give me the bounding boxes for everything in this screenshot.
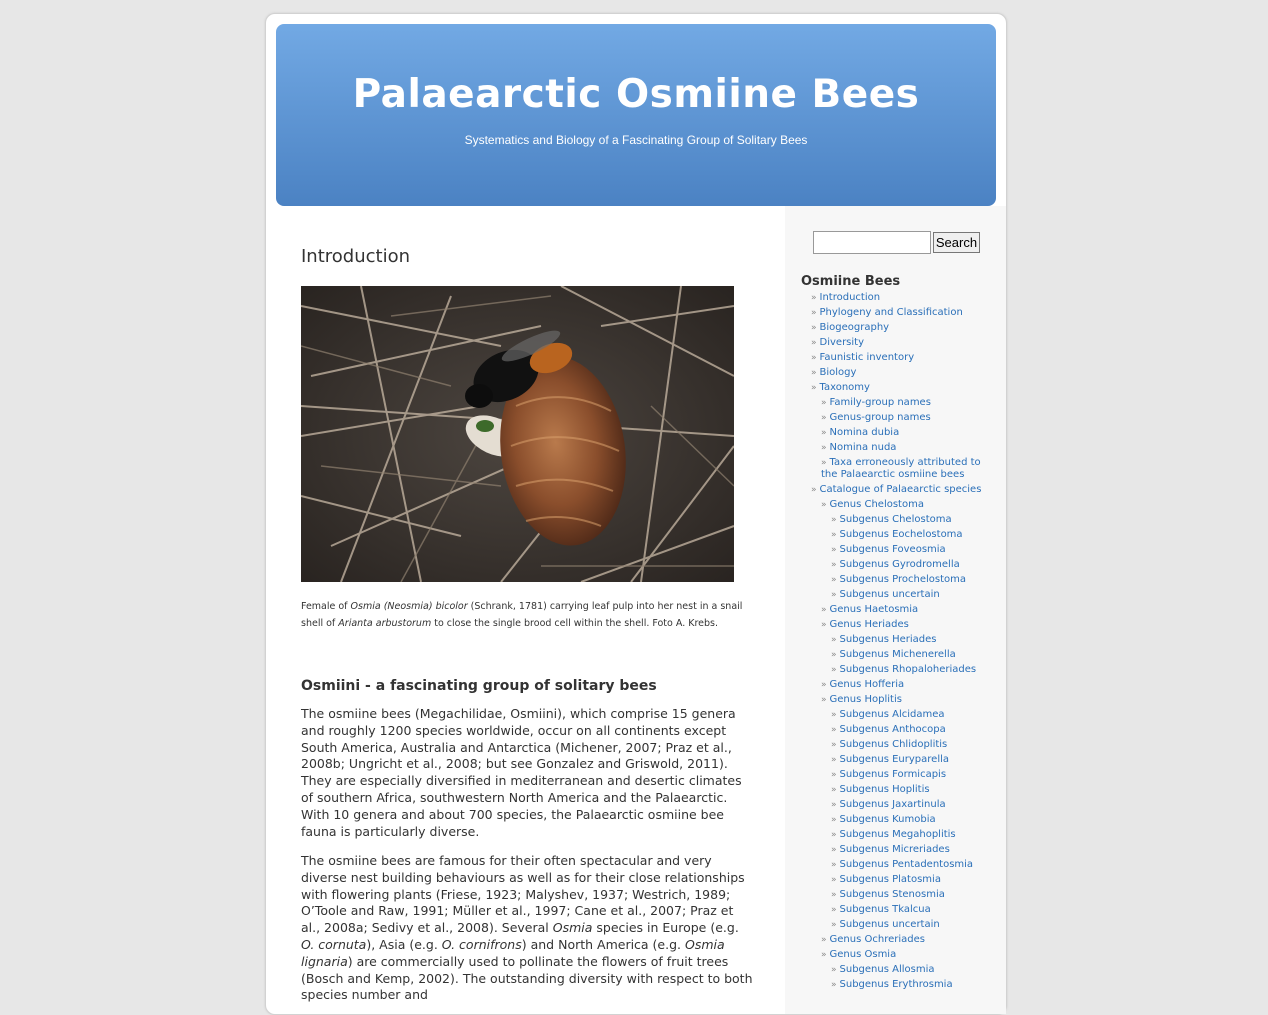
paragraph-text: The osmiine bees are famous for their often spectacular and very diverse nest building behaviours as well as for their close relationships with flowering plants (Friese, 1923; Malyshev, 1937; Westrich, 1989; O’Toole and Raw, 1991; Müller et al., 1997; Cane et al., 2007; Praz et al., 2008a; Sedivy et al., 2008). Several bbox=[301, 853, 745, 936]
double-chevron-icon: » bbox=[831, 890, 837, 900]
sidebar-nav-item bbox=[811, 589, 991, 601]
double-chevron-icon: » bbox=[831, 800, 837, 810]
sidebar-nav-link[interactable]: Genus Heriades bbox=[829, 619, 909, 630]
sidebar-nav-link[interactable]: Subgenus Rhopaloheriades bbox=[839, 664, 977, 675]
sidebar-nav-item bbox=[811, 529, 991, 541]
sidebar-nav-item bbox=[811, 559, 991, 571]
double-chevron-icon: » bbox=[831, 545, 837, 555]
sidebar-nav-item bbox=[811, 457, 991, 481]
sidebar-nav-link[interactable]: Subgenus Michenerella bbox=[839, 649, 956, 660]
double-chevron-icon: » bbox=[831, 965, 837, 975]
sidebar-nav-link[interactable]: Genus-group names bbox=[829, 412, 931, 423]
sidebar-nav-item bbox=[811, 412, 991, 424]
sidebar-nav-link[interactable]: Taxa erroneously attributed to the Palaearctic osmiine bees bbox=[821, 457, 981, 480]
sidebar-nav-item bbox=[811, 514, 991, 526]
sidebar-nav-item bbox=[811, 427, 991, 439]
sidebar-nav-item bbox=[811, 499, 991, 511]
double-chevron-icon: » bbox=[811, 485, 817, 495]
page-title: Introduction bbox=[301, 246, 411, 267]
caption-text: (Schrank, 1781) carrying leaf pulp into her nest in a snail shell of bbox=[301, 601, 743, 629]
double-chevron-icon: » bbox=[821, 443, 827, 453]
sidebar-nav-item bbox=[811, 292, 991, 304]
intro-paragraph-2 bbox=[301, 853, 753, 1004]
sidebar-nav-item bbox=[811, 367, 991, 379]
sidebar-nav-item bbox=[811, 949, 991, 961]
double-chevron-icon: » bbox=[831, 920, 837, 930]
double-chevron-icon: » bbox=[821, 680, 827, 690]
site-title[interactable]: Palaearctic Osmiine Bees bbox=[352, 72, 920, 117]
sidebar-nav-item bbox=[811, 919, 991, 931]
sidebar-nav-item bbox=[811, 904, 991, 916]
double-chevron-icon: » bbox=[821, 950, 827, 960]
sidebar-nav-item bbox=[811, 964, 991, 976]
sidebar-nav-link[interactable]: Subgenus Prochelostoma bbox=[839, 574, 966, 585]
paragraph-text: species in Europe (e.g. bbox=[592, 920, 739, 936]
sidebar-nav-link[interactable]: Phylogeny and Classification bbox=[819, 307, 963, 318]
paragraph-text: ) and North America (e.g. bbox=[521, 936, 685, 952]
sidebar-nav-link[interactable]: Subgenus Megahoplitis bbox=[839, 829, 956, 840]
double-chevron-icon: » bbox=[831, 575, 837, 585]
sidebar-nav-link[interactable]: Catalogue of Palaearctic species bbox=[819, 484, 982, 495]
double-chevron-icon: » bbox=[821, 605, 827, 615]
double-chevron-icon: » bbox=[831, 635, 837, 645]
sidebar-nav-item bbox=[811, 709, 991, 721]
sidebar-nav-link[interactable]: Biology bbox=[819, 367, 857, 378]
sidebar-nav-item bbox=[811, 934, 991, 946]
sidebar-nav-item bbox=[811, 679, 991, 691]
caption-snail-name: Arianta arbustorum bbox=[338, 618, 432, 629]
search-input[interactable] bbox=[813, 231, 931, 254]
sidebar-nav-item bbox=[811, 664, 991, 676]
double-chevron-icon: » bbox=[811, 368, 817, 378]
species-name: Osmia lignaria bbox=[301, 936, 725, 969]
double-chevron-icon: » bbox=[821, 500, 827, 510]
sidebar-nav-item bbox=[811, 694, 991, 706]
double-chevron-icon: » bbox=[831, 830, 837, 840]
caption-species-name: Osmia (Neosmia) bicolor bbox=[350, 601, 468, 612]
search-button[interactable]: Search bbox=[933, 232, 980, 253]
sidebar-nav-link[interactable]: Introduction bbox=[819, 292, 881, 303]
caption-text: to close the single brood cell within the shell. Foto A. Krebs. bbox=[431, 618, 719, 629]
sidebar-nav-item bbox=[811, 799, 991, 811]
sidebar-nav-link[interactable]: Subgenus Alcidamea bbox=[839, 709, 945, 720]
sidebar-nav-link[interactable]: Genus Hofferia bbox=[829, 679, 905, 690]
double-chevron-icon: » bbox=[821, 620, 827, 630]
sidebar-nav-link[interactable]: Subgenus Eochelostoma bbox=[839, 529, 963, 540]
sidebar-nav-link[interactable]: Genus Haetosmia bbox=[829, 604, 919, 615]
sidebar-nav-link[interactable]: Family-group names bbox=[829, 397, 931, 408]
double-chevron-icon: » bbox=[821, 695, 827, 705]
sidebar-nav-link[interactable]: Subgenus Tkalcua bbox=[839, 904, 931, 915]
sidebar-nav-link[interactable]: Subgenus Kumobia bbox=[839, 814, 936, 825]
double-chevron-icon: » bbox=[831, 770, 837, 780]
double-chevron-icon: » bbox=[831, 515, 837, 525]
photo-caption bbox=[301, 598, 751, 632]
sidebar-nav-item bbox=[811, 754, 991, 766]
double-chevron-icon: » bbox=[831, 755, 837, 765]
sidebar-nav-item bbox=[811, 442, 991, 454]
sidebar-heading: Osmiine Bees bbox=[801, 274, 901, 289]
double-chevron-icon: » bbox=[821, 413, 827, 423]
double-chevron-icon: » bbox=[831, 650, 837, 660]
intro-paragraph-1: The osmiine bees (Megachilidae, Osmiini), which comprise 15 genera and roughly 1200 species worldwide, occur on all continents except South America, Australia and Antarctica (Michener, 2007; Praz et al., 2008b; Ungricht et al., 2008; but see Gonzalez and Griswold, 2011). They are especially diversified in mediterranean and desertic climates of southern Africa, southwestern North America and the Palaearctic. With 10 genera and about 700 species, the Palaearctic osmiine bee fauna is particularly diverse. bbox=[301, 706, 742, 839]
sidebar-nav-item bbox=[811, 382, 991, 394]
double-chevron-icon: » bbox=[821, 458, 827, 468]
double-chevron-icon: » bbox=[821, 935, 827, 945]
double-chevron-icon: » bbox=[811, 293, 817, 303]
double-chevron-icon: » bbox=[831, 980, 837, 990]
sidebar-nav-item bbox=[811, 574, 991, 586]
sidebar-nav-link[interactable]: Subgenus Chlidoplitis bbox=[839, 739, 948, 750]
sidebar-nav-link[interactable]: Subgenus Stenosmia bbox=[839, 889, 945, 900]
sidebar-nav-item bbox=[811, 859, 991, 871]
sidebar-nav-link[interactable]: Genus Osmia bbox=[829, 949, 897, 960]
sidebar-nav-item bbox=[811, 874, 991, 886]
sidebar-nav-link[interactable]: Subgenus Anthocopa bbox=[839, 724, 946, 735]
caption-text: Female of bbox=[301, 601, 351, 612]
sidebar-nav-link[interactable]: Genus Hoplitis bbox=[829, 694, 902, 705]
double-chevron-icon: » bbox=[831, 725, 837, 735]
double-chevron-icon: » bbox=[811, 308, 817, 318]
sidebar-nav-item bbox=[811, 739, 991, 751]
double-chevron-icon: » bbox=[811, 383, 817, 393]
sidebar-nav-link[interactable]: Subgenus uncertain bbox=[839, 589, 940, 600]
sidebar-nav-item bbox=[811, 634, 991, 646]
sidebar-nav-link[interactable]: Genus Ochreriades bbox=[829, 934, 925, 945]
sidebar-nav bbox=[811, 292, 991, 994]
sidebar-nav-link[interactable]: Taxonomy bbox=[819, 382, 870, 393]
double-chevron-icon: » bbox=[831, 710, 837, 720]
sidebar-nav-link[interactable]: Subgenus Euryparella bbox=[839, 754, 950, 765]
sidebar-nav-link[interactable]: Subgenus Erythrosmia bbox=[839, 979, 953, 990]
sidebar-nav-item bbox=[811, 337, 991, 349]
sidebar-nav-link[interactable]: Subgenus Gyrodromella bbox=[839, 559, 960, 570]
sidebar-nav-link[interactable]: Subgenus Hoplitis bbox=[839, 784, 930, 795]
sidebar-nav-link[interactable]: Faunistic inventory bbox=[819, 352, 915, 363]
sidebar-nav-link[interactable]: Subgenus Allosmia bbox=[839, 964, 935, 975]
site-description: Systematics and Biology of a Fascinating Group of Solitary Bees bbox=[464, 133, 808, 147]
sidebar-nav-item bbox=[811, 484, 991, 496]
double-chevron-icon: » bbox=[831, 590, 837, 600]
sidebar-nav-item bbox=[811, 889, 991, 901]
sidebar-nav-item bbox=[811, 814, 991, 826]
sidebar-nav-link[interactable]: Subgenus Heriades bbox=[839, 634, 937, 645]
double-chevron-icon: » bbox=[831, 815, 837, 825]
double-chevron-icon: » bbox=[831, 530, 837, 540]
sidebar-nav-link[interactable]: Nomina nuda bbox=[829, 442, 897, 453]
sidebar-nav-item bbox=[811, 322, 991, 334]
sidebar-nav-link[interactable]: Biogeography bbox=[819, 322, 890, 333]
sidebar-nav-item bbox=[811, 397, 991, 409]
double-chevron-icon: » bbox=[831, 560, 837, 570]
sidebar-nav-item bbox=[811, 649, 991, 661]
genus-name: Osmia bbox=[552, 920, 593, 936]
sidebar-nav-link[interactable]: Subgenus Formicapis bbox=[839, 769, 947, 780]
bee-on-snail-shell-photo bbox=[301, 286, 734, 582]
double-chevron-icon: » bbox=[831, 785, 837, 795]
double-chevron-icon: » bbox=[831, 740, 837, 750]
paragraph-text: ) are commercially used to pollinate the flowers of fruit trees (Bosch and Kemp, 2002). The outstanding diversity with respect to both species number and bbox=[301, 953, 753, 1003]
section-heading: Osmiini - a fascinating group of solitary bees bbox=[301, 678, 657, 694]
sidebar-nav-item bbox=[811, 619, 991, 631]
sidebar-nav-item bbox=[811, 784, 991, 796]
sidebar-nav-link[interactable]: Subgenus uncertain bbox=[839, 919, 940, 930]
species-name: O. cornuta bbox=[301, 936, 367, 952]
sidebar-nav-item bbox=[811, 979, 991, 991]
paragraph-text: ), Asia (e.g. bbox=[366, 936, 442, 952]
sidebar-nav-item bbox=[811, 769, 991, 781]
double-chevron-icon: » bbox=[831, 905, 837, 915]
sidebar-nav-item bbox=[811, 844, 991, 856]
sidebar bbox=[785, 206, 1006, 1014]
sidebar-nav-link[interactable]: Diversity bbox=[819, 337, 865, 348]
double-chevron-icon: » bbox=[821, 398, 827, 408]
sidebar-nav-item bbox=[811, 544, 991, 556]
double-chevron-icon: » bbox=[831, 860, 837, 870]
site-header bbox=[276, 24, 996, 206]
double-chevron-icon: » bbox=[811, 353, 817, 363]
sidebar-nav-item bbox=[811, 604, 991, 616]
sidebar-nav-link[interactable]: Subgenus Pentadentosmia bbox=[839, 859, 974, 870]
sidebar-nav-item bbox=[811, 352, 991, 364]
sidebar-nav-link[interactable]: Subgenus Platosmia bbox=[839, 874, 941, 885]
page-container bbox=[265, 13, 1007, 1015]
sidebar-nav-link[interactable]: Subgenus Jaxartinula bbox=[839, 799, 946, 810]
sidebar-nav-link[interactable]: Subgenus Micreriades bbox=[839, 844, 950, 855]
double-chevron-icon: » bbox=[831, 665, 837, 675]
sidebar-nav-item bbox=[811, 724, 991, 736]
double-chevron-icon: » bbox=[821, 428, 827, 438]
sidebar-nav-item bbox=[811, 307, 991, 319]
double-chevron-icon: » bbox=[811, 323, 817, 333]
double-chevron-icon: » bbox=[831, 845, 837, 855]
double-chevron-icon: » bbox=[831, 875, 837, 885]
sidebar-nav-link[interactable]: Genus Chelostoma bbox=[829, 499, 924, 510]
sidebar-nav-item bbox=[811, 829, 991, 841]
double-chevron-icon: » bbox=[811, 338, 817, 348]
species-name: O. cornifrons bbox=[441, 936, 522, 952]
sidebar-nav-link[interactable]: Nomina dubia bbox=[829, 427, 900, 438]
sidebar-nav-link[interactable]: Subgenus Foveosmia bbox=[839, 544, 946, 555]
sidebar-nav-link[interactable]: Subgenus Chelostoma bbox=[839, 514, 952, 525]
